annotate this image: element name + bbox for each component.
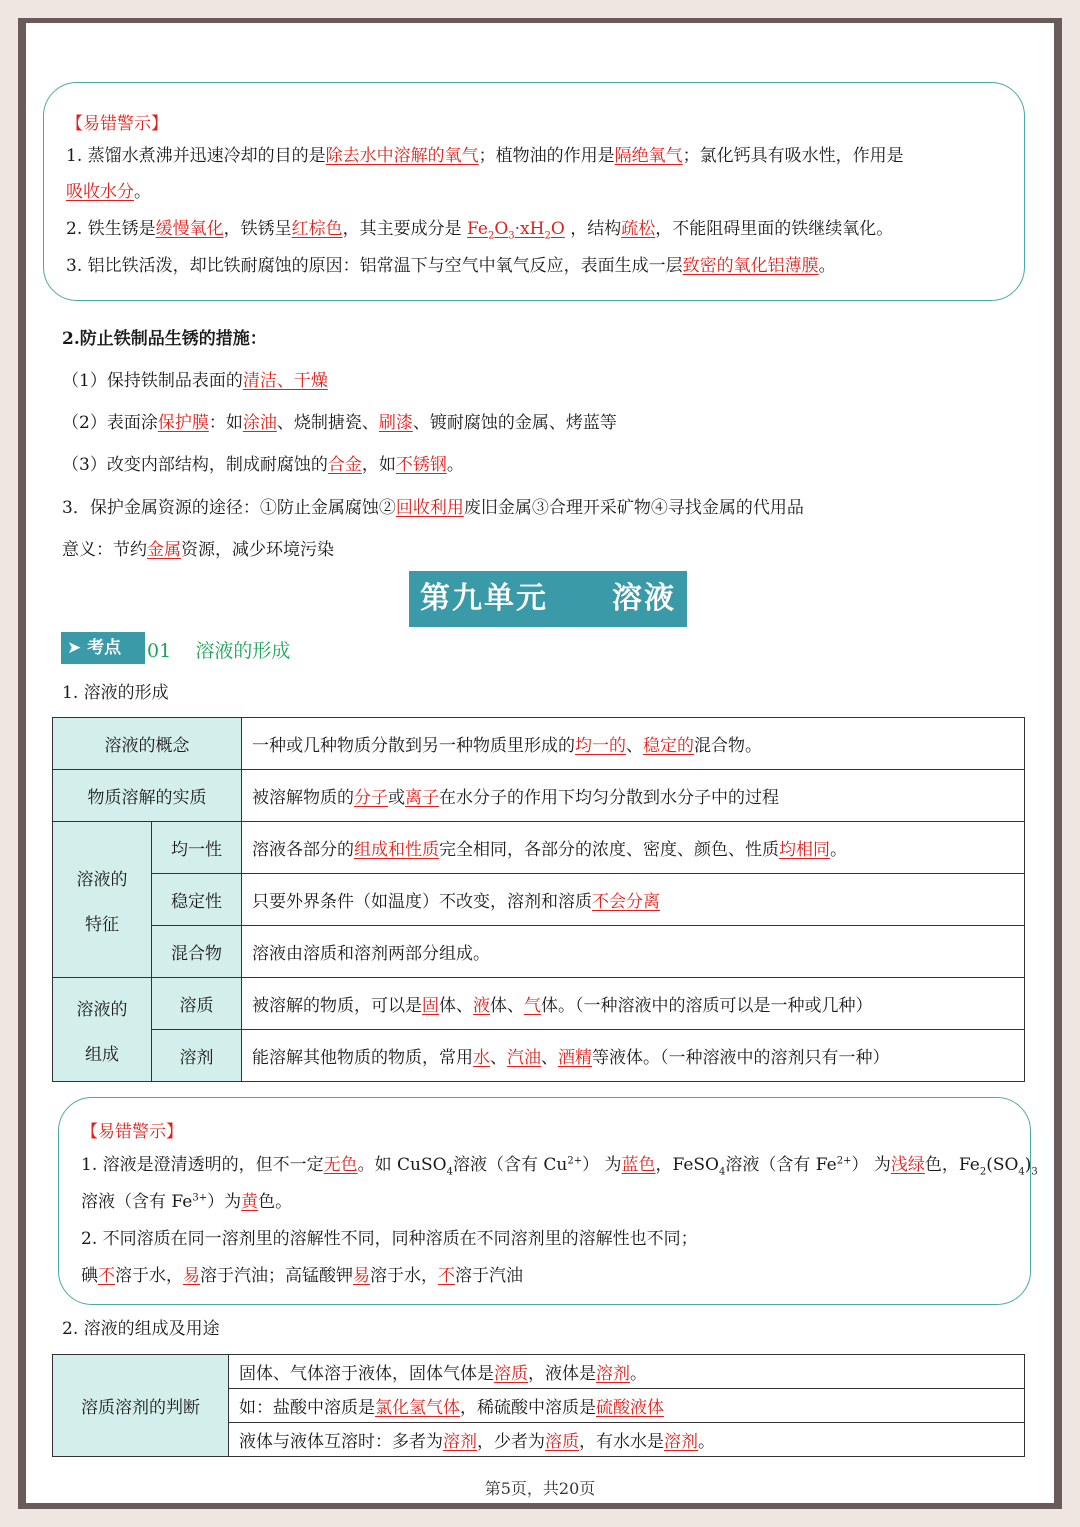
warning2-line1b: 溶液（含有 $Fe^{3+}$）为黄色。	[81, 1192, 293, 1212]
kaodian-badge: ➤ 考点	[61, 632, 145, 664]
judgement-header: 溶质溶剂的判断	[53, 1355, 229, 1457]
table-row	[53, 1030, 1025, 1082]
table-row	[53, 822, 1025, 874]
unit-title: 第九单元 溶液	[409, 571, 687, 627]
prevent-item-1: （1）保持铁制品表面的清洁、干燥	[62, 371, 328, 391]
section1-title: 1. 溶液的形成	[62, 683, 169, 703]
warning1-line3: 3. 铝比铁活泼，却比铁耐腐蚀的原因：铝常温下与空气中氧气反应，表面生成一层致密的氧化铝薄膜。	[66, 256, 836, 276]
warning1-line1: 1. 蒸馏水煮沸并迅速冷却的目的是除去水中溶解的氧气；植物油的作用是隔绝氧气；氯化钙具有吸水性，作用是	[66, 146, 904, 166]
feature-header: 溶液的 特征	[53, 822, 152, 978]
uniformity-cell: 溶液各部分的组成和性质完全相同，各部分的浓度、密度、颜色、性质均相同。	[242, 822, 1025, 874]
warning-box-2	[58, 1097, 1038, 1305]
table-row	[53, 770, 1025, 822]
solvent-cell: 能溶解其他物质的物质，常用水、汽油、酒精等液体。（一种溶液中的溶剂只有一种）	[242, 1030, 1025, 1082]
judgement-row-1: 固体、气体溶于液体，固体气体是溶质，液体是溶剂。	[229, 1355, 1025, 1389]
section2-title: 2. 溶液的组成及用途	[62, 1319, 220, 1339]
essence-header: 物质溶解的实质	[53, 770, 242, 822]
table-row	[53, 926, 1025, 978]
prevent-title: 2.防止铁制品生锈的措施：	[62, 329, 267, 349]
warning-box-1	[43, 82, 1025, 301]
table-row	[53, 874, 1025, 926]
solute-cell: 被溶解的物质，可以是固体、液体、气体。（一种溶液中的溶质可以是一种或几种）	[242, 978, 1025, 1030]
kaodian-heading	[147, 636, 290, 663]
solute-solvent-table	[52, 1354, 1025, 1457]
solute-header: 溶质	[152, 978, 242, 1030]
concept-header: 溶液的概念	[53, 718, 242, 770]
stability-cell: 只要外界条件（如温度）不改变，溶剂和溶质不会分离	[242, 874, 1025, 926]
table-row	[53, 978, 1025, 1030]
solvent-header: 溶剂	[152, 1030, 242, 1082]
protect-resources: 3．保护金属资源的途径：①防止金属腐蚀②回收利用废旧金属③合理开采矿物④寻找金属的代用品	[62, 498, 804, 518]
warning1-line2: 2. 铁生锈是缓慢氧化，铁锈呈红棕色，其主要成分是 $Fe_2O_3\cdot xH_2O$ ，结构疏松，不能阻碍里面的铁继续氧化。	[66, 219, 894, 242]
essence-cell: 被溶解物质的分子或离子在水分子的作用下均匀分散到水分子中的过程	[242, 770, 1025, 822]
warning2-line1: 1. 溶液是澄清透明的，但不一定无色。如 CuSO$_4$溶液（含有 $Cu^{2+}$） 为蓝色，FeSO$_4$溶液（含有 $Fe^{2+}$） 为浅绿色，$Fe_2(SO_4)_3$	[81, 1155, 1038, 1178]
warning2-line2: 2. 不同溶质在同一溶剂里的溶解性不同，同种溶质在不同溶剂里的溶解性也不同；	[81, 1229, 698, 1249]
kaodian-title: 溶液的形成	[195, 640, 291, 662]
solution-formation-table	[52, 717, 1025, 1082]
warning-title-2: 【易错警示】	[81, 1122, 183, 1142]
table-row	[53, 718, 1025, 770]
warning2-line3: 碘不溶于水，易溶于汽油；高锰酸钾易溶于水，不溶于汽油	[81, 1266, 523, 1286]
warning-title-1: 【易错警示】	[66, 114, 168, 134]
prevent-item-2: （2）表面涂保护膜：如涂油、烧制搪瓷、刷漆、镀耐腐蚀的金属、烤蓝等	[62, 413, 617, 433]
page-number: 第5页，共20页	[484, 1479, 596, 1498]
judgement-row-2: 如：盐酸中溶质是氯化氢气体，稀硫酸中溶质是硫酸液体	[229, 1389, 1025, 1423]
mixture-header: 混合物	[152, 926, 242, 978]
prevent-item-3: （3）改变内部结构，制成耐腐蚀的合金，如不锈钢。	[62, 455, 464, 475]
protect-meaning: 意义：节约金属资源，减少环境污染	[62, 540, 334, 560]
composition-header: 溶液的 组成	[53, 978, 152, 1082]
uniformity-header: 均一性	[152, 822, 242, 874]
warning1-line1b: 吸收水分。	[66, 182, 151, 202]
concept-cell: 一种或几种物质分散到另一种物质里形成的均一的、稳定的混合物。	[242, 718, 1025, 770]
judgement-row-3: 液体与液体互溶时：多者为溶剂，少者为溶质，有水水是溶剂。	[229, 1423, 1025, 1457]
mixture-cell: 溶液由溶质和溶剂两部分组成。	[242, 926, 1025, 978]
table-row	[53, 1355, 1025, 1389]
stability-header: 稳定性	[152, 874, 242, 926]
kaodian-number: 01	[147, 640, 172, 662]
